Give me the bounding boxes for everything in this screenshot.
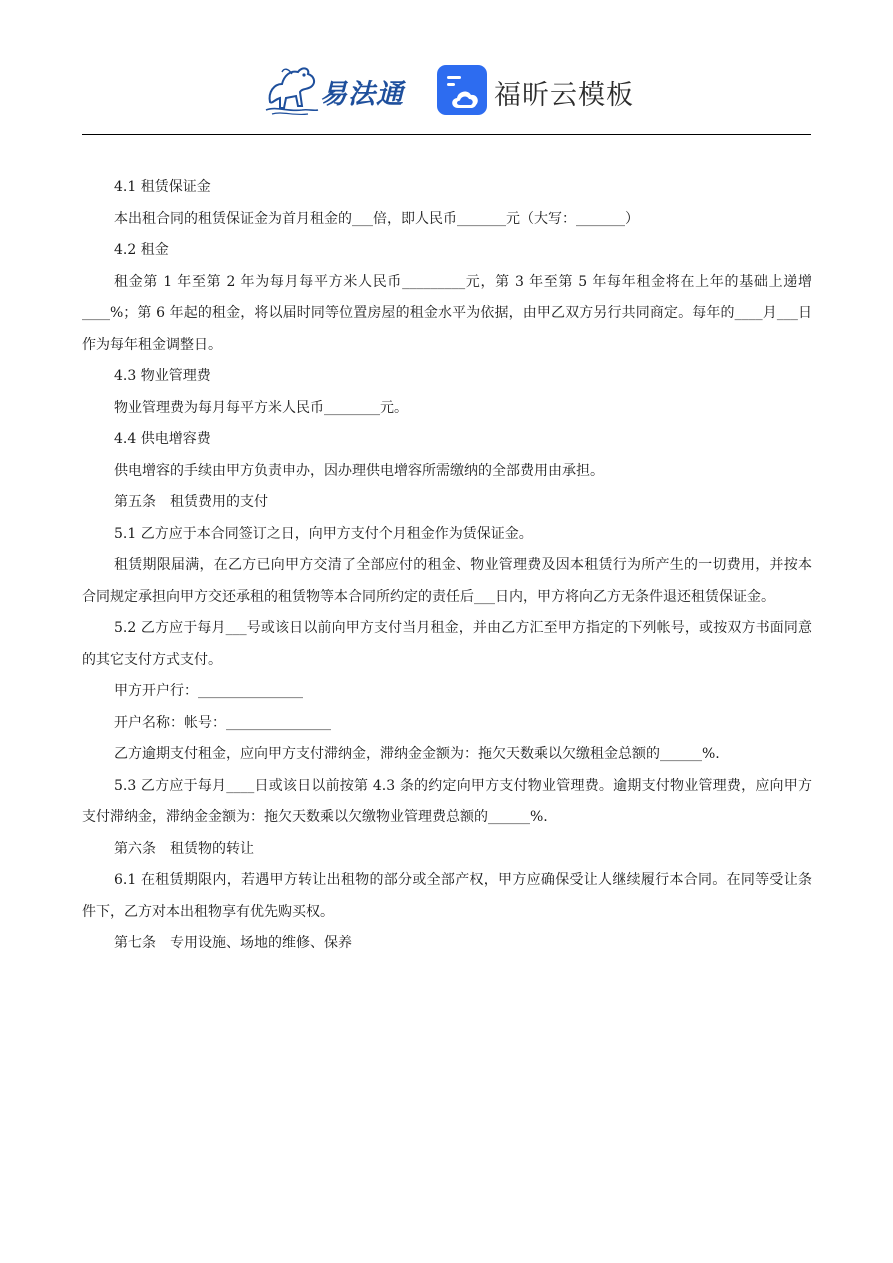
- efatong-logo: [262, 62, 414, 118]
- cloud-document-icon: [436, 64, 488, 116]
- article-heading: 第五条 租赁费用的支付: [114, 494, 268, 510]
- section-heading: 4.4 供电增容费: [114, 431, 211, 447]
- qilin-emblem-icon: [262, 62, 320, 118]
- foxit-brand-text: 福昕云模板: [494, 80, 634, 111]
- body-paragraph: 5.1 乙方应于本合同签订之日，向甲方支付个月租金作为赁保证金。: [114, 525, 533, 542]
- bank-field-line: 甲方开户行：_______________: [114, 683, 303, 699]
- article-heading: 第七条 专用设施、场地的维修、保养: [114, 935, 352, 951]
- body-paragraph: 租金第 1 年至第 2 年为每月每平方米人民币_________元，第 3 年至第 5 年每年租金将在上年的基础上递增____%；第 6 年起的租金，将以届时同等位置房屋的租金水平为依据，由甲乙双方另行共同商定。每年的____月___日作为每年租金调整日。: [82, 273, 812, 353]
- section-heading: 4.3 物业管理费: [114, 368, 211, 384]
- body-paragraph: 本出租合同的租赁保证金为首月租金的___倍，即人民币_______元（大写：_______）: [114, 210, 639, 227]
- section-heading: 4.2 租金: [114, 242, 169, 258]
- body-paragraph: 6.1 在租赁期限内，若遇甲方转让出租物的部分或全部产权，甲方应确保受让人继续履行本合同。在同等受让条件下，乙方对本出租物享有优先购买权。: [82, 872, 812, 920]
- body-paragraph: 租赁期限届满，在乙方已向甲方交清了全部应付的租金、物业管理费及因本租赁行为所产生的一切费用，并按本合同规定承担向甲方交还承租的租赁物等本合同所约定的责任后___日内，甲方将向乙方无条件退还租赁保证金。: [82, 557, 812, 605]
- foxit-template-logo: [436, 64, 646, 116]
- account-field-line: 开户名称：帐号：_______________: [114, 714, 331, 731]
- header-divider: [82, 134, 811, 135]
- body-paragraph: 供电增容的手续由甲方负责申办，因办理供电增容所需缴纳的全部费用由承担。: [114, 462, 604, 479]
- body-paragraph: 物业管理费为每月每平方米人民币________元。: [114, 399, 408, 416]
- body-paragraph: 5.2 乙方应于每月___号或该日以前向甲方支付当月租金，并由乙方汇至甲方指定的下列帐号，或按双方书面同意的其它支付方式支付。: [82, 620, 812, 668]
- body-paragraph: 乙方逾期支付租金，应向甲方支付滞纳金，滞纳金金额为：拖欠天数乘以欠缴租金总额的______%.: [114, 746, 720, 762]
- efatong-brand-text: 易法通: [320, 79, 404, 110]
- document-body: [82, 172, 812, 960]
- section-heading: 4.1 租赁保证金: [114, 179, 211, 195]
- body-paragraph: 5.3 乙方应于每月____日或该日以前按第 4.3 条的约定向甲方支付物业管理费。逾期支付物业管理费，应向甲方支付滞纳金，滞纳金金额为：拖欠天数乘以欠缴物业管理费总额的______%.: [82, 777, 812, 825]
- article-heading: 第六条 租赁物的转让: [114, 840, 254, 857]
- page-header: [0, 58, 893, 122]
